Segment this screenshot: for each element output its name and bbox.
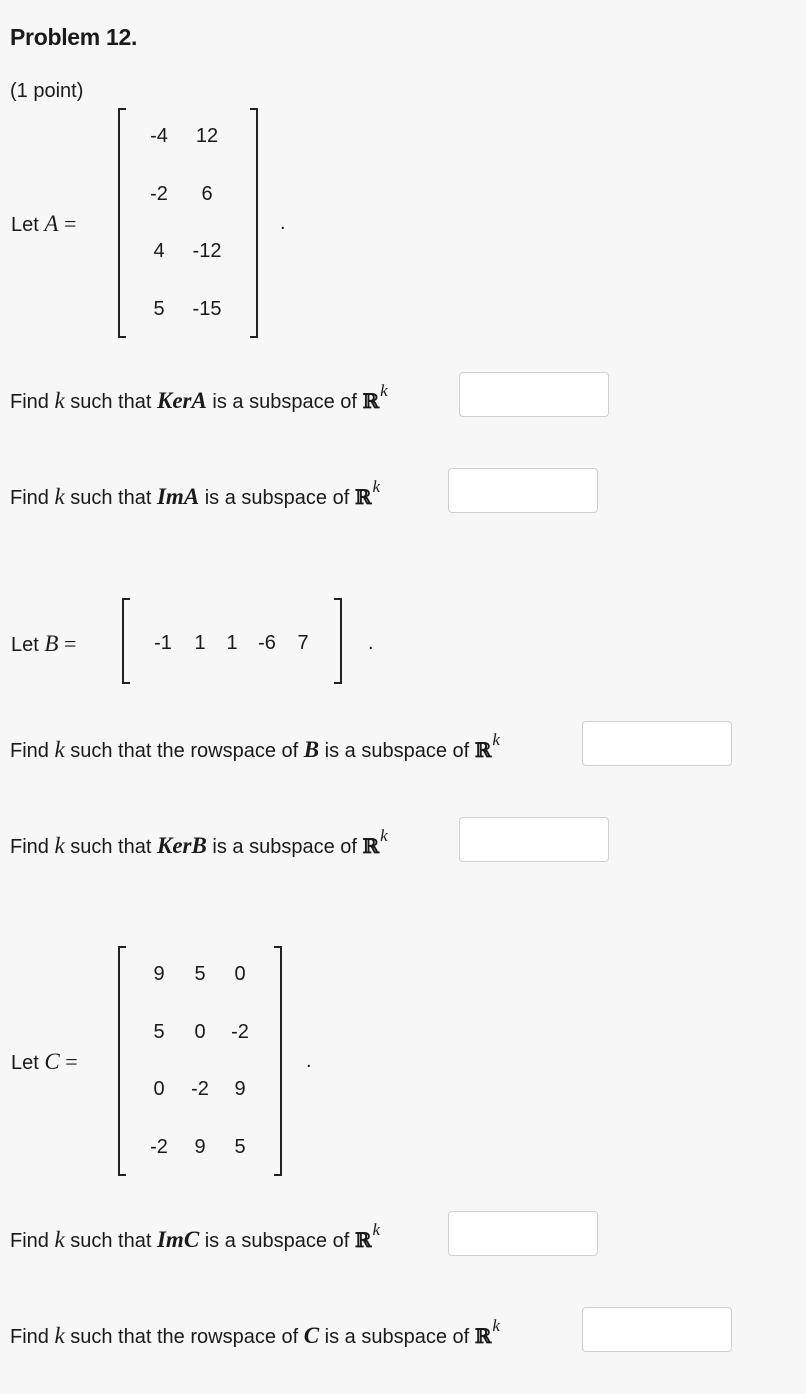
matrix-c-period: .: [306, 1050, 312, 1072]
matrix-b-label: Let B =: [11, 631, 77, 656]
matrix-b-left-bracket: [122, 598, 130, 684]
matrix-c-label: Let C =: [11, 1049, 78, 1074]
answer-rowspace-c-input[interactable]: [582, 1307, 732, 1352]
matrix-a-cell: -12: [192, 240, 222, 262]
matrix-b-right-bracket: [334, 598, 342, 684]
answer-rowspace-b-input[interactable]: [582, 721, 732, 766]
matrix-b-cell: 1: [226, 632, 238, 654]
question-5: Find k such that ImC is a subspace of ℝ$^k$: [10, 1220, 380, 1252]
matrix-c-left-bracket: [118, 946, 126, 1176]
answer-ker-b-input[interactable]: [459, 817, 609, 862]
matrix-c-cell: 9: [234, 1078, 246, 1100]
matrix-a-cell: 4: [153, 240, 165, 262]
matrix-a-cell: 12: [195, 125, 219, 147]
question-4: Find k such that KerB is a subspace of ℝ$^k$: [10, 826, 388, 858]
matrix-c-cell: 5: [194, 963, 206, 985]
matrix-a-left-bracket: [118, 108, 126, 338]
matrix-b-cell: -1: [154, 632, 172, 654]
matrix-c-cell: -2: [231, 1021, 249, 1043]
problem-points: (1 point): [10, 80, 84, 102]
matrix-c-cell: 9: [153, 963, 165, 985]
question-2: Find k such that ImA is a subspace of ℝ$^k$: [10, 477, 380, 509]
matrix-b-cell: 7: [297, 632, 309, 654]
answer-im-c-input[interactable]: [448, 1211, 598, 1256]
matrix-b-period: .: [368, 632, 374, 654]
matrix-a-period: .: [280, 212, 286, 234]
matrix-a-cell: -15: [192, 298, 222, 320]
question-1: Find k such that KerA is a subspace of ℝ$^k$: [10, 381, 388, 413]
question-3: Find k such that the rowspace of B is a subspace of ℝ$^k$: [10, 730, 500, 762]
matrix-c-right-bracket: [274, 946, 282, 1176]
matrix-c-cell: 0: [194, 1021, 206, 1043]
matrix-a-cell: 5: [153, 298, 165, 320]
matrix-a-cell: -2: [150, 183, 168, 205]
matrix-c-cell: 0: [153, 1078, 165, 1100]
question-6: Find k such that the rowspace of C is a subspace of ℝ$^k$: [10, 1316, 500, 1348]
matrix-c-cell: -2: [191, 1078, 209, 1100]
matrix-a-right-bracket: [250, 108, 258, 338]
matrix-c-cell: -2: [150, 1136, 168, 1158]
answer-im-a-input[interactable]: [448, 468, 598, 513]
problem-title: Problem 12.: [10, 24, 138, 50]
matrix-c-cell: 5: [153, 1021, 165, 1043]
matrix-a-label: Let A =: [11, 211, 77, 236]
matrix-c-cell: 0: [234, 963, 246, 985]
matrix-c-cell: 5: [234, 1136, 246, 1158]
matrix-b-cell: -6: [258, 632, 276, 654]
matrix-c-cell: 9: [194, 1136, 206, 1158]
answer-ker-a-input[interactable]: [459, 372, 609, 417]
matrix-a-cell: 6: [201, 183, 213, 205]
matrix-b-cell: 1: [194, 632, 206, 654]
matrix-a-cell: -4: [150, 125, 168, 147]
